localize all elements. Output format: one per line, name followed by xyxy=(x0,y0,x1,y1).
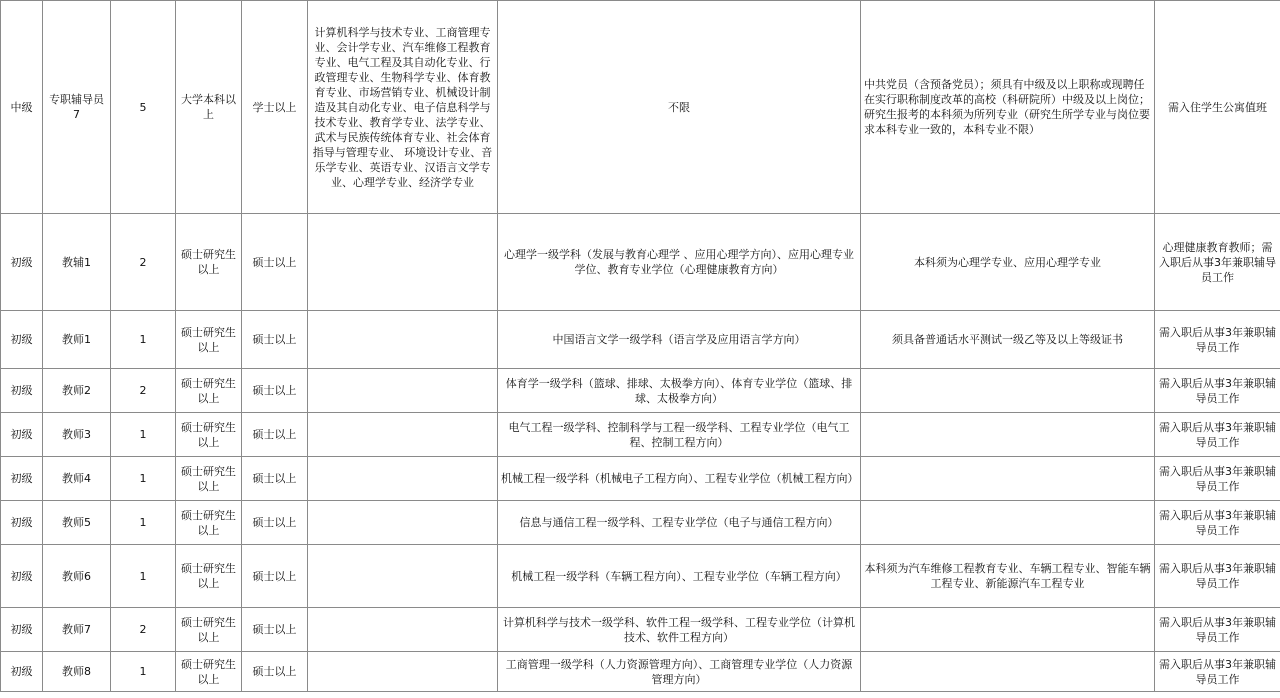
cell-research-major: 不限 xyxy=(498,1,861,214)
cell-post: 教师2 xyxy=(43,369,111,413)
cell-undergrad-major xyxy=(308,214,498,311)
cell-level: 中级 xyxy=(1,1,43,214)
cell-level: 初级 xyxy=(1,457,43,501)
cell-degree: 硕士以上 xyxy=(242,457,308,501)
cell-note: 需入职后从事3年兼职辅导员工作 xyxy=(1155,311,1280,369)
cell-degree: 硕士以上 xyxy=(242,214,308,311)
cell-education: 硕士研究生以上 xyxy=(176,457,242,501)
cell-note: 需入职后从事3年兼职辅导员工作 xyxy=(1155,501,1280,545)
cell-degree: 硕士以上 xyxy=(242,369,308,413)
cell-undergrad-major xyxy=(308,369,498,413)
cell-research-major: 计算机科学与技术一级学科、软件工程一级学科、工程专业学位（计算机技术、软件工程方向） xyxy=(498,608,861,652)
cell-level: 初级 xyxy=(1,608,43,652)
cell-post: 教师6 xyxy=(43,545,111,608)
cell-degree: 硕士以上 xyxy=(242,311,308,369)
cell-note: 需入职后从事3年兼职辅导员工作 xyxy=(1155,457,1280,501)
cell-research-major: 信息与通信工程一级学科、工程专业学位（电子与通信工程方向） xyxy=(498,501,861,545)
cell-level: 初级 xyxy=(1,652,43,692)
cell-undergrad-major xyxy=(308,608,498,652)
cell-count: 1 xyxy=(111,311,176,369)
cell-undergrad-major xyxy=(308,652,498,692)
cell-post: 教师7 xyxy=(43,608,111,652)
cell-count: 1 xyxy=(111,652,176,692)
cell-undergrad-major: 计算机科学与技术专业、工商管理专业、会计学专业、汽车维修工程教育专业、电气工程及其自动化专业、行政管理专业、生物科学专业、体育教育专业、市场营销专业、机械设计制造及其自动化专业、电子信息科学与技术专业、教育学专业、法学专业、武术与民族传统体育专业、社会体育指导与管理专业、 环境设计专业、音乐学专业、英语专业、汉语言文学专业、心理学专业、经济学专业 xyxy=(308,1,498,214)
cell-note: 需入职后从事3年兼职辅导员工作 xyxy=(1155,413,1280,457)
cell-undergrad-major xyxy=(308,413,498,457)
cell-undergrad-major xyxy=(308,457,498,501)
cell-requirements xyxy=(861,652,1155,692)
cell-degree: 硕士以上 xyxy=(242,501,308,545)
cell-education: 大学本科以上 xyxy=(176,1,242,214)
cell-post: 专职辅导员7 xyxy=(43,1,111,214)
cell-requirements: 须具备普通话水平测试一级乙等及以上等级证书 xyxy=(861,311,1155,369)
cell-level: 初级 xyxy=(1,214,43,311)
table-row xyxy=(1,652,1280,692)
table-row xyxy=(1,1,1280,214)
cell-level: 初级 xyxy=(1,413,43,457)
cell-post: 教师1 xyxy=(43,311,111,369)
cell-post: 教师8 xyxy=(43,652,111,692)
cell-note: 需入职后从事3年兼职辅导员工作 xyxy=(1155,652,1280,692)
table-row xyxy=(1,311,1280,369)
table-row xyxy=(1,457,1280,501)
cell-degree: 硕士以上 xyxy=(242,652,308,692)
cell-count: 2 xyxy=(111,214,176,311)
table-row xyxy=(1,501,1280,545)
cell-education: 硕士研究生以上 xyxy=(176,369,242,413)
cell-education: 硕士研究生以上 xyxy=(176,652,242,692)
cell-count: 1 xyxy=(111,501,176,545)
cell-undergrad-major xyxy=(308,501,498,545)
cell-education: 硕士研究生以上 xyxy=(176,413,242,457)
cell-count: 2 xyxy=(111,369,176,413)
cell-research-major: 电气工程一级学科、控制科学与工程一级学科、工程专业学位（电气工程、控制工程方向） xyxy=(498,413,861,457)
table-row xyxy=(1,545,1280,608)
cell-education: 硕士研究生以上 xyxy=(176,545,242,608)
cell-degree: 硕士以上 xyxy=(242,608,308,652)
cell-level: 初级 xyxy=(1,369,43,413)
cell-level: 初级 xyxy=(1,501,43,545)
cell-count: 5 xyxy=(111,1,176,214)
cell-count: 2 xyxy=(111,608,176,652)
cell-degree: 硕士以上 xyxy=(242,545,308,608)
cell-requirements xyxy=(861,501,1155,545)
table-row xyxy=(1,214,1280,311)
table-row xyxy=(1,369,1280,413)
cell-degree: 硕士以上 xyxy=(242,413,308,457)
cell-note: 需入职后从事3年兼职辅导员工作 xyxy=(1155,369,1280,413)
cell-requirements: 本科须为汽车维修工程教育专业、车辆工程专业、智能车辆工程专业、新能源汽车工程专业 xyxy=(861,545,1155,608)
cell-note: 需入职后从事3年兼职辅导员工作 xyxy=(1155,608,1280,652)
cell-count: 1 xyxy=(111,413,176,457)
cell-note: 需入住学生公寓值班 xyxy=(1155,1,1280,214)
cell-research-major: 心理学一级学科（发展与教育心理学 、应用心理学方向）、应用心理专业学位、教育专业学位（心理健康教育方向） xyxy=(498,214,861,311)
cell-post: 教师4 xyxy=(43,457,111,501)
cell-research-major: 机械工程一级学科（车辆工程方向）、工程专业学位（车辆工程方向） xyxy=(498,545,861,608)
cell-research-major: 机械工程一级学科（机械电子工程方向）、工程专业学位（机械工程方向） xyxy=(498,457,861,501)
cell-research-major: 工商管理一级学科（人力资源管理方向）、工商管理专业学位（人力资源管理方向） xyxy=(498,652,861,692)
cell-count: 1 xyxy=(111,457,176,501)
cell-note: 需入职后从事3年兼职辅导员工作 xyxy=(1155,545,1280,608)
cell-level: 初级 xyxy=(1,311,43,369)
cell-research-major: 体育学一级学科（篮球、排球、太极拳方向）、体育专业学位（篮球、排球、太极拳方向） xyxy=(498,369,861,413)
cell-requirements: 本科须为心理学专业、应用心理学专业 xyxy=(861,214,1155,311)
cell-count: 1 xyxy=(111,545,176,608)
cell-requirements xyxy=(861,457,1155,501)
cell-education: 硕士研究生以上 xyxy=(176,608,242,652)
cell-level: 初级 xyxy=(1,545,43,608)
cell-undergrad-major xyxy=(308,311,498,369)
cell-requirements xyxy=(861,608,1155,652)
cell-undergrad-major xyxy=(308,545,498,608)
cell-requirements: 中共党员（含预备党员）；须具有中级及以上职称或现聘任在实行职称制度改革的高校（科研院所）中级及以上岗位；研究生报考的本科须为所列专业（研究生所学专业与岗位要求本科专业一致的，本科专业不限） xyxy=(861,1,1155,214)
cell-post: 教师5 xyxy=(43,501,111,545)
cell-post: 教辅1 xyxy=(43,214,111,311)
cell-requirements xyxy=(861,369,1155,413)
cell-degree: 学士以上 xyxy=(242,1,308,214)
cell-education: 硕士研究生以上 xyxy=(176,501,242,545)
cell-research-major: 中国语言文学一级学科（语言学及应用语言学方向） xyxy=(498,311,861,369)
cell-note: 心理健康教育教师；需入职后从事3年兼职辅导员工作 xyxy=(1155,214,1280,311)
cell-requirements xyxy=(861,413,1155,457)
cell-education: 硕士研究生以上 xyxy=(176,311,242,369)
cell-post: 教师3 xyxy=(43,413,111,457)
cell-education: 硕士研究生以上 xyxy=(176,214,242,311)
table-row xyxy=(1,413,1280,457)
table-row xyxy=(1,608,1280,652)
